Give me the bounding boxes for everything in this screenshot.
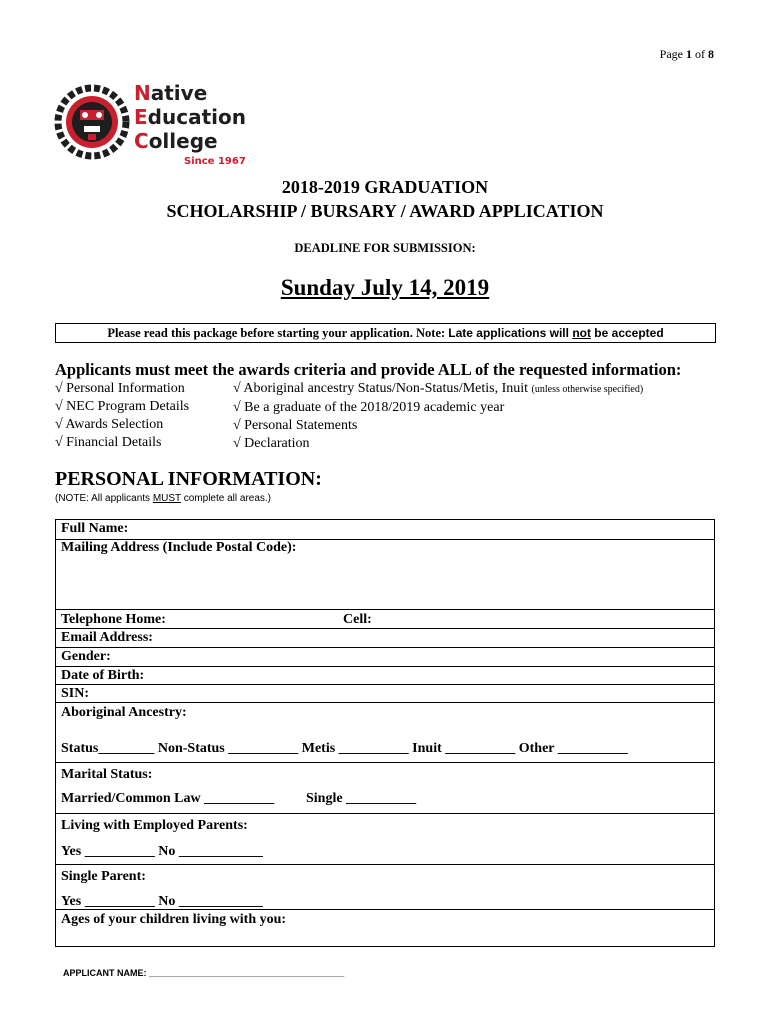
requirement-item: √ Awards Selection bbox=[55, 417, 164, 432]
requirement-item: √ Personal Statements bbox=[233, 418, 358, 433]
logo-line-college: College bbox=[134, 129, 218, 153]
college-emblem-icon bbox=[54, 84, 130, 160]
logo-line-education: Education bbox=[134, 105, 246, 129]
requirement-item: √ Be a graduate of the 2018/2019 academic year bbox=[233, 400, 505, 415]
requirement-item: √ Personal Information bbox=[55, 381, 185, 396]
mailing-address-field[interactable]: Mailing Address (Include Postal Code): bbox=[61, 540, 297, 555]
cell-field[interactable]: Cell: bbox=[343, 612, 372, 627]
page-number: Page 1 of 8 bbox=[659, 47, 714, 61]
requirement-item: √ NEC Program Details bbox=[55, 399, 190, 414]
logo-since: Since 1967 bbox=[184, 156, 246, 167]
requirement-item: √ Declaration bbox=[233, 436, 310, 451]
requirements-col-2 bbox=[233, 380, 643, 453]
personal-info-heading: PERSONAL INFORMATION: bbox=[55, 468, 322, 490]
requirements-heading: Applicants must meet the awards criteria and provide ALL of the requested information: bbox=[55, 360, 682, 379]
title-line-1: 2018-2019 GRADUATION bbox=[281, 177, 489, 197]
deadline-label: DEADLINE FOR SUBMISSION: bbox=[294, 241, 476, 255]
requirements-col-1 bbox=[55, 380, 189, 452]
personal-info-form: Full Name: Mailing Address (Include Postal Code): Telephone Home: Cell: Email Address: Gender: Date of Birth: SIN: Aboriginal Ancestry: Status________ Non-Status __________ Metis __________ Inuit __________ Other __________ Marital Status: Married/Common Law __________ Single __________ Living with Employed Parents: Yes __________ No ____________ Single Parent: Yes __________ No ____________ Ages of your children living with you: bbox=[55, 519, 715, 947]
personal-info-note: (NOTE: All applicants MUST complete all areas.) bbox=[55, 493, 272, 504]
notice-box: Please read this package before starting your application. Note: Late applications will not be accepted bbox=[55, 323, 716, 343]
applicant-name-footer: APPLICANT NAME: _______________________________________ bbox=[63, 968, 345, 978]
requirement-item: √ Financial Details bbox=[55, 435, 162, 450]
requirement-item: √ Aboriginal ancestry Status/Non-Status/Metis, Inuit (unless otherwise specified) bbox=[233, 381, 644, 396]
college-logo bbox=[54, 80, 254, 172]
title-line-2: SCHOLARSHIP / BURSARY / AWARD APPLICATION bbox=[166, 201, 604, 221]
deadline-date: Sunday July 14, 2019 bbox=[280, 275, 490, 300]
logo-line-native: Native bbox=[134, 81, 208, 105]
